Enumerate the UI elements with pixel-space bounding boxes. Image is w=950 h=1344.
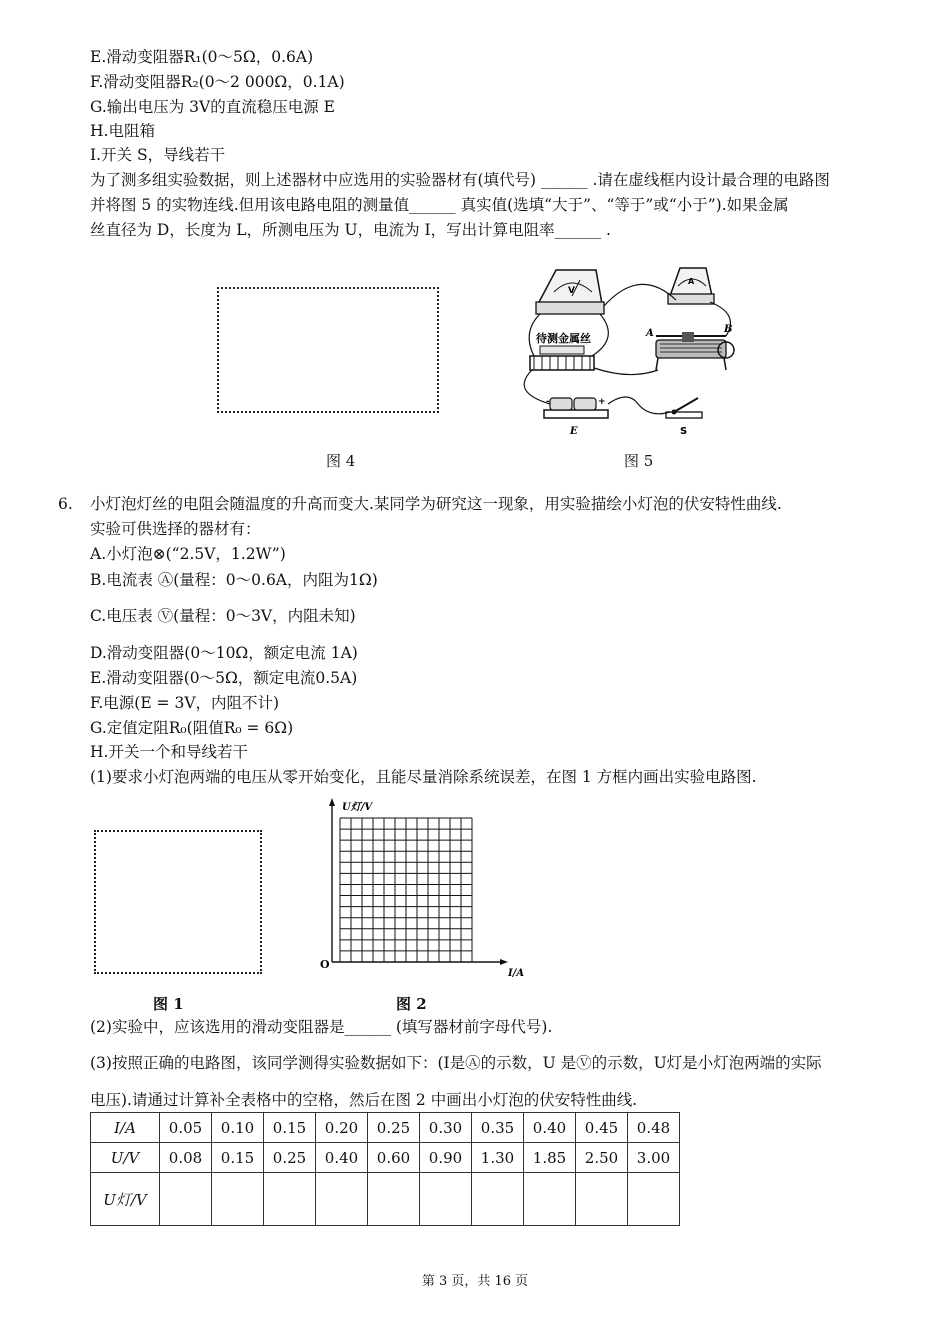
q5-text-line3: 丝直径为 D，长度为 L，所测电压为 U，电流为 I，写出计算电阻率______ . [90,221,611,239]
q6-part-3-line1: (3)按照正确的电路图，该同学测得实验数据如下：(I是Ⓐ的示数，U 是Ⓥ的示数，U灯是小灯泡两端的实际 [90,1054,822,1072]
table-cell: 0.48 [628,1113,680,1143]
q6-item-a: A.小灯泡⊗(“2.5V，1.2W”) [90,545,286,563]
question-6-intro: 小灯泡灯丝的电阻会随温度的升高而变大.某同学为研究这一现象，用实验描绘小灯泡的伏安特性曲线. [90,495,782,513]
voltmeter-label: V [568,286,575,296]
table-cell: 0.40 [524,1113,576,1143]
table-cell: 0.10 [212,1113,264,1143]
origin-label: O [320,958,330,971]
page-footer: 第 3 页，共 16 页 [421,1274,529,1289]
q6-item-f: F.电源(E = 3V，内阻不计) [90,694,280,712]
table-cell: 0.30 [420,1113,472,1143]
table-cell: 0.15 [212,1143,264,1173]
item-g: G.输出电压为 3V的直流稳压电源 E [90,98,335,116]
svg-text:A: A [646,328,654,339]
table-cell[interactable] [628,1173,680,1226]
svg-text:B: B [724,324,733,335]
svg-text:-: - [546,397,550,407]
rheostat-icon [645,324,734,370]
table-cell[interactable] [576,1173,628,1226]
question-6-choose: 实验可供选择的器材有： [90,520,261,538]
q5-text-line1: 为了测多组实验数据，则上述器材中应选用的实验器材有(填代号) ______ .请在虚线框内设计最合理的电路图 [90,171,830,189]
table-row [91,1113,680,1143]
table-row [91,1173,680,1226]
table-cell: 0.90 [420,1143,472,1173]
q6-item-d: D.滑动变阻器(0～10Ω，额定电流 1A) [90,644,358,662]
table-cell: 0.05 [160,1113,212,1143]
item-h: H.电阻箱 [90,122,155,140]
table-cell: 0.08 [160,1143,212,1173]
svg-text:+: + [598,397,606,407]
figure-1-box [94,830,262,974]
q6-item-c: C.电压表 Ⓥ(量程：0～3V，内阻未知) [90,607,356,625]
table-cell: 3.00 [628,1143,680,1173]
power-source-icon [544,397,608,437]
table-cell[interactable] [368,1173,420,1226]
figure-5-caption: 图 5 [624,452,654,470]
table-cell: 0.25 [264,1143,316,1173]
voltmeter-icon [536,270,604,314]
q6-item-e: E.滑动变阻器(0～5Ω，额定电流0.5A) [90,669,358,687]
q6-part-1: (1)要求小灯泡两端的电压从零开始变化，且能尽量消除系统误差，在图 1 方框内画出实验电路图. [90,768,757,786]
table-cell: 0.45 [576,1113,628,1143]
table-cell: 0.15 [264,1113,316,1143]
q6-part-2: (2)实验中，应该选用的滑动变阻器是______ (填写器材前字母代号). [90,1018,553,1036]
x-axis-label: I/A [508,968,525,979]
table-cell: 1.85 [524,1143,576,1173]
data-table [90,1112,680,1226]
table-cell: 0.20 [316,1113,368,1143]
svg-text:S: S [680,426,688,437]
table-cell: 2.50 [576,1143,628,1173]
q6-item-g: G.定值定阻R₀(阻值R₀ = 6Ω) [90,719,294,737]
table-cell[interactable] [316,1173,368,1226]
metal-wire-label: 待测金属丝 [536,332,591,345]
figure-5-circuit [510,262,750,438]
figure-1-caption: 图 1 [153,995,184,1013]
table-cell[interactable] [160,1173,212,1226]
row-label-u-lamp: U灯/V [91,1173,160,1226]
table-cell[interactable] [524,1173,576,1226]
table-cell: 0.35 [472,1113,524,1143]
table-row [91,1143,680,1173]
figure-2-grid [318,796,534,982]
row-label-i: I/A [91,1113,160,1143]
table-cell: 1.30 [472,1143,524,1173]
q6-part-3-line2: 电压).请通过计算补全表格中的空格，然后在图 2 中画出小灯泡的伏安特性曲线. [90,1091,638,1109]
ammeter-label: A [688,277,695,286]
svg-text:E: E [570,426,578,437]
figure-2-caption: 图 2 [396,995,427,1013]
item-e: E.滑动变阻器R₁(0～5Ω，0.6A) [90,48,314,66]
switch-icon [666,398,702,437]
figure-4-caption: 图 4 [326,452,356,470]
q5-text-line2: 并将图 5 的实物连线.但用该电路电阻的测量值______ 真实值(选填“大于”、“等于”或“小于”).如果金属 [90,196,789,214]
figure-4-box [217,287,439,413]
table-cell: 0.60 [368,1143,420,1173]
table-cell[interactable] [212,1173,264,1226]
table-cell: 0.40 [316,1143,368,1173]
table-cell[interactable] [264,1173,316,1226]
question-6-number: 6. [58,495,73,513]
table-cell[interactable] [472,1173,524,1226]
item-i: I.开关 S，导线若干 [90,146,226,164]
row-label-u: U/V [91,1143,160,1173]
item-f: F.滑动变阻器R₂(0～2 000Ω，0.1A) [90,73,345,91]
y-axis-label: U灯/V [342,802,373,813]
table-cell[interactable] [420,1173,472,1226]
metal-wire-board [530,331,594,370]
q6-item-h: H.开关一个和导线若干 [90,743,248,761]
table-cell: 0.25 [368,1113,420,1143]
q6-item-b: B.电流表 Ⓐ(量程：0～0.6A，内阻为1Ω) [90,571,378,589]
